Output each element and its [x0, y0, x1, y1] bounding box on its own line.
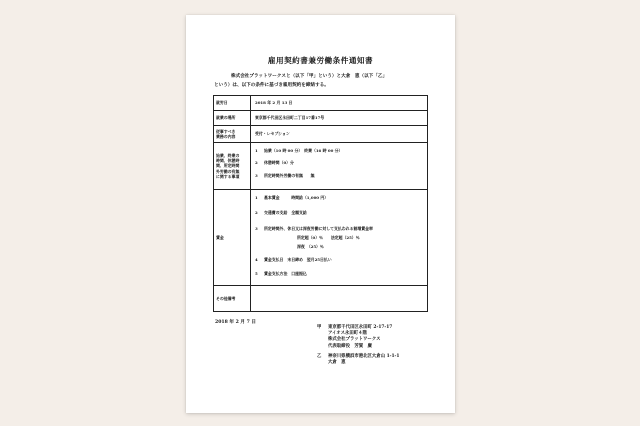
hours-item-1-num: 1	[255, 148, 258, 153]
party-b-address: 神奈川県横浜市港北区大倉山 1-1-1	[328, 354, 400, 359]
label-workplace: 就業の場所	[214, 111, 251, 126]
wage-item-2-num: 2	[255, 210, 258, 216]
label-duties-line-2: 業務の内容	[216, 134, 236, 139]
wage-item-4	[255, 257, 425, 262]
row-duties	[214, 126, 428, 143]
hours-item-2-num: 2	[255, 160, 258, 166]
row-employment-date	[214, 96, 428, 111]
wage-item-5-text: 賃金支払方法 口座振込	[264, 270, 307, 276]
wage-item-5	[255, 271, 425, 276]
hours-item-2	[255, 160, 425, 165]
label-hours-line-2: 時間、休憩時	[216, 158, 240, 164]
party-a-building: アイオス永田町４階	[328, 331, 367, 337]
label-hours-line-3: 間、所定時間	[216, 163, 240, 169]
label-employment-date: 就労日	[214, 96, 251, 111]
row-wages	[214, 190, 428, 286]
wage-item-4-text: 賃金支払日 末日締め 翌月25日払い	[264, 257, 332, 263]
value-employment-date: 2018 年 2 月 13 日	[251, 96, 428, 111]
wage-item-2-text: 交通費の支給 全額支給	[264, 210, 307, 216]
label-hours-line-4: 外労働の有無	[216, 168, 240, 174]
party-a-address: 東京都千代田区永田町 2-17-17	[328, 325, 393, 330]
hours-item-1	[255, 148, 425, 153]
wage-item-3-sub-1: 所定超（0）％ 法定超（25）％	[297, 234, 360, 240]
wage-item-1	[255, 195, 425, 200]
document-title: 雇用契約書兼労働条件通知書	[267, 56, 374, 65]
party-b-name: 大倉 恵	[328, 360, 346, 366]
row-workplace	[214, 111, 428, 126]
hours-item-3-text: 所定時間外労働の有無 無	[264, 172, 315, 178]
terms-table	[213, 95, 428, 312]
wage-item-1-num: 1	[255, 195, 258, 200]
document-page	[186, 15, 455, 413]
label-wages: 賃金	[214, 190, 251, 286]
wage-item-3-text: 所定時間外、休日又は深夜労働に対して支払われる割増賃金率	[264, 225, 373, 231]
wage-item-4-num: 4	[255, 257, 258, 263]
party-a-company: 株式会社プラットワークス	[328, 337, 381, 343]
label-hours-line-5: に関する事項	[216, 173, 240, 179]
label-other-notes: その他備考	[214, 286, 251, 312]
wage-item-5-num: 5	[255, 270, 258, 276]
value-workplace: 東京都千代田区永田町二丁目17番17号	[251, 111, 428, 126]
hours-item-3	[255, 173, 425, 178]
wage-item-2	[255, 210, 425, 215]
hours-item-3-num: 3	[255, 172, 258, 178]
row-working-hours	[214, 143, 428, 190]
party-a-block	[317, 325, 392, 350]
intro-line-1: 株式会社プラットワークスと（以下「甲」という）と大倉 恵（以下「乙」	[231, 74, 388, 79]
label-duties	[214, 126, 251, 143]
wage-item-3-sub-2: 深夜 （25）％	[297, 244, 324, 250]
label-working-hours	[214, 143, 251, 190]
contract-date: 2018 年 2 月 7 日	[215, 320, 256, 325]
wage-item-3	[255, 226, 425, 231]
hours-item-1-text: 始業（10 時 00 分） 終業（16 時 00 分）	[264, 148, 343, 153]
intro-line-2: という）は、以下の条件に基づき雇用契約を締結する。	[214, 82, 329, 88]
row-other-notes	[214, 286, 428, 312]
intro-paragraph	[214, 73, 429, 90]
value-duties: 受付・レセプション	[251, 126, 428, 143]
party-a-representative: 代表取締役 芳賀 廣	[328, 343, 372, 349]
label-hours-line-1: 始業、終業の	[216, 152, 240, 158]
label-duties-line-1: 従事すべき	[216, 128, 236, 134]
party-b-mark: 乙	[317, 354, 322, 359]
hours-item-2-text: 休憩時間（0）分	[264, 160, 294, 166]
party-a-mark: 甲	[317, 325, 322, 330]
party-b-block	[317, 354, 399, 366]
value-other-notes	[251, 286, 428, 312]
value-wages	[251, 190, 428, 286]
wage-item-3-num: 3	[255, 225, 258, 231]
wage-item-1-text: 基本賃金 時間給（1,000 円）	[264, 195, 329, 200]
value-working-hours	[251, 143, 428, 190]
